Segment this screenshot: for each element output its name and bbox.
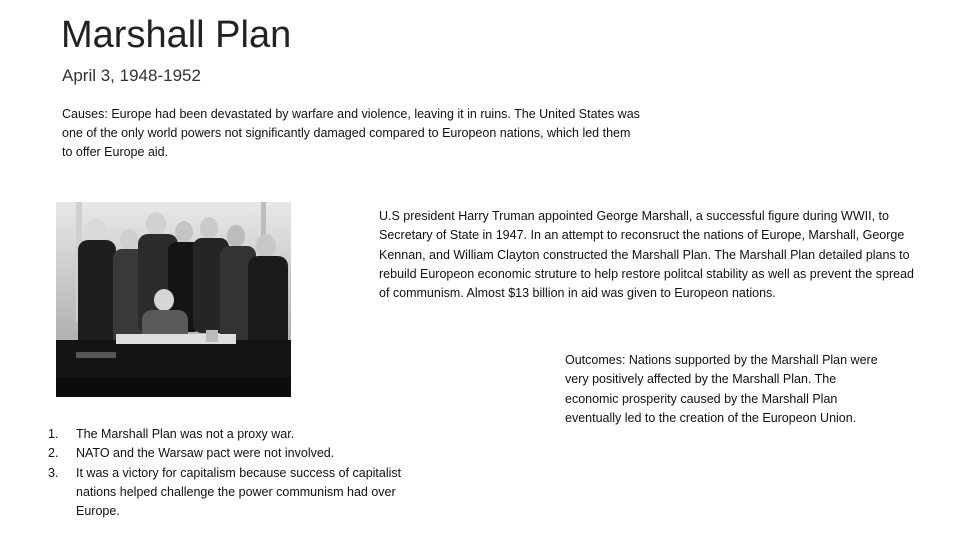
list-number: 2. xyxy=(48,446,59,461)
causes-paragraph: Causes: Europe had been devastated by warfare and violence, leaving it in ruins. The United States was one of the only world powers not significantly damaged compared to Europeon nations, which led them to offer Europe aid. xyxy=(62,107,640,159)
signing-photo xyxy=(56,202,291,397)
list-text: The Marshall Plan was not a proxy war. xyxy=(76,427,295,441)
slide-title: Marshall Plan xyxy=(61,14,292,56)
truman-paragraph: U.S president Harry Truman appointed George Marshall, a successful figure during WWII, to Secretary of State in 1947. In an attempt to reconsruct the nations of Europe, Marshall, George Kennan, and William Clayton constructed the Marshall Plan. The Marshall Plan detailed plans to rebuild Europeon economic struture to help restore politcal stability as well as prevent the spread of communism. Almost $13 billion in aid was given to Europeon nations. xyxy=(379,209,915,301)
slide-subtitle: April 3, 1948-1952 xyxy=(62,66,201,85)
list-text: It was a victory for capitalism because success of capitalist nations helped challenge the power communism had over Europe. xyxy=(76,465,402,519)
points-list xyxy=(48,425,408,521)
list-item xyxy=(48,444,408,463)
outcomes-paragraph: Outcomes: Nations supported by the Marshall Plan were very positively affected by the Marshall Plan. The economic prosperity caused by the Marshall Plan eventually led to the creation of the Europeon Union. xyxy=(565,353,878,425)
list-number: 3. xyxy=(48,465,59,480)
list-text: NATO and the Warsaw pact were not involved. xyxy=(76,446,335,461)
list-number: 1. xyxy=(48,427,59,441)
list-item xyxy=(48,464,408,522)
photo-illustration xyxy=(56,202,291,397)
list-item xyxy=(48,425,408,444)
